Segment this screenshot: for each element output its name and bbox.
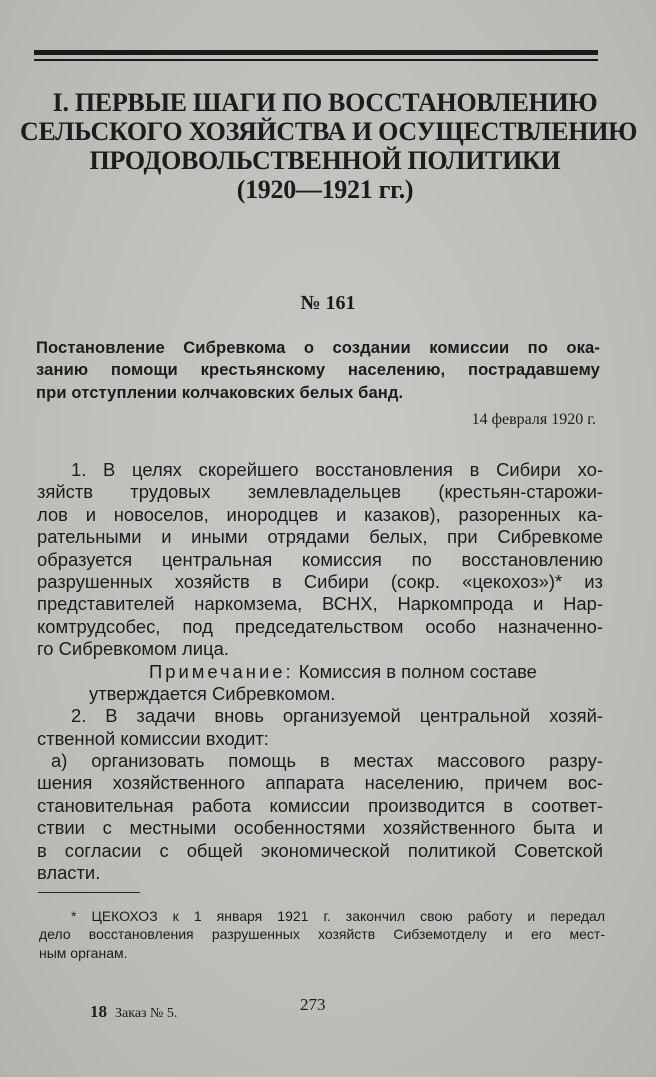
section-heading-line: I. ПЕРВЫЕ ШАГИ ПО ВОССТАНОВЛЕНИЮ (52, 88, 598, 117)
body-line: зяйств трудовых землевладельцев (крестьян-старожи- (37, 481, 603, 503)
top-rule-thin (34, 59, 598, 61)
body-line: ствии с местными особенностями хозяйственного быта и (37, 817, 603, 839)
document-title-line: при отступлении колчаковских белых банд. (36, 382, 404, 402)
section-heading-line: ПРОДОВОЛЬСТВЕННОЙ ПОЛИТИКИ (89, 146, 561, 175)
page-number: 273 (300, 995, 326, 1014)
body-line: в согласии с общей экономической политикой Советской (37, 839, 603, 861)
body-line: становительная работа комиссии производится в соответ- (37, 794, 603, 816)
body-line: а) организовать помощь в местах массового разру- (51, 750, 603, 772)
body-line: разрушенных хозяйств в Сибири (сокр. «цекохоз»)* из (37, 570, 603, 592)
body-line: лов и новоселов, инородцев и казаков), разоренных ка- (37, 503, 603, 525)
body-line: комтрудсобес, под председательством особо назначенно- (37, 615, 603, 637)
note-text: Комиссия в полном составе (298, 660, 537, 682)
body-line: 2. В задачи вновь организуемой центральной хозяй- (71, 705, 603, 727)
section-heading-line: СЕЛЬСКОГО ХОЗЯЙСТВА И ОСУЩЕСТВЛЕНИЮ (20, 117, 638, 146)
body-line: 1. В целях скорейшего восстановления в Сибири хо- (71, 459, 603, 480)
document-title-line: Постановление Сибревкома о создании комиссии по ока- (36, 338, 600, 357)
document-date: 14 февраля 1920 г. (471, 411, 596, 428)
order-text: Заказ № 5. (115, 1006, 178, 1021)
body-line: представителей наркомзема, ВСНХ, Наркомпрода и Нар- (37, 593, 603, 615)
section-heading (20, 88, 638, 204)
top-rule-thick (34, 50, 598, 55)
section-heading-years: (1920—1921 гг.) (236, 175, 414, 204)
printer-signature (90, 1002, 177, 1022)
document-body (37, 459, 603, 884)
body-line: образуется центральная комиссия по восстановлению (37, 548, 603, 570)
document-title (36, 336, 600, 403)
document-title-line: занию помощи крестьянскому населению, пострадавшему (36, 360, 600, 380)
footnote-line: ным органам. (39, 944, 128, 961)
note-line (37, 661, 603, 683)
footnote-rule (38, 892, 140, 893)
footnote (39, 907, 605, 962)
body-line: власти. (37, 862, 101, 884)
body-line: го Сибревкомом лица. (37, 638, 229, 660)
body-line: рательными и иными отрядами белых, при Сибревкоме (37, 526, 603, 548)
document-number: № 161 (300, 292, 356, 314)
body-line: ственной комиссии входит: (37, 727, 269, 749)
footnote-line: дело восстановления разрушенных хозяйств Сибземотделу и его мест- (39, 926, 605, 943)
sheet-number: 18 (90, 1002, 107, 1021)
footnote-line: * ЦЕКОХОЗ к 1 января 1921 г. закончил свою работу и передал (71, 908, 605, 924)
body-line: шения хозяйственного аппарата населению, причем вос- (37, 772, 603, 794)
note-continuation: утверждается Сибревкомом. (89, 682, 336, 704)
note-label: Примечание: (149, 660, 294, 682)
